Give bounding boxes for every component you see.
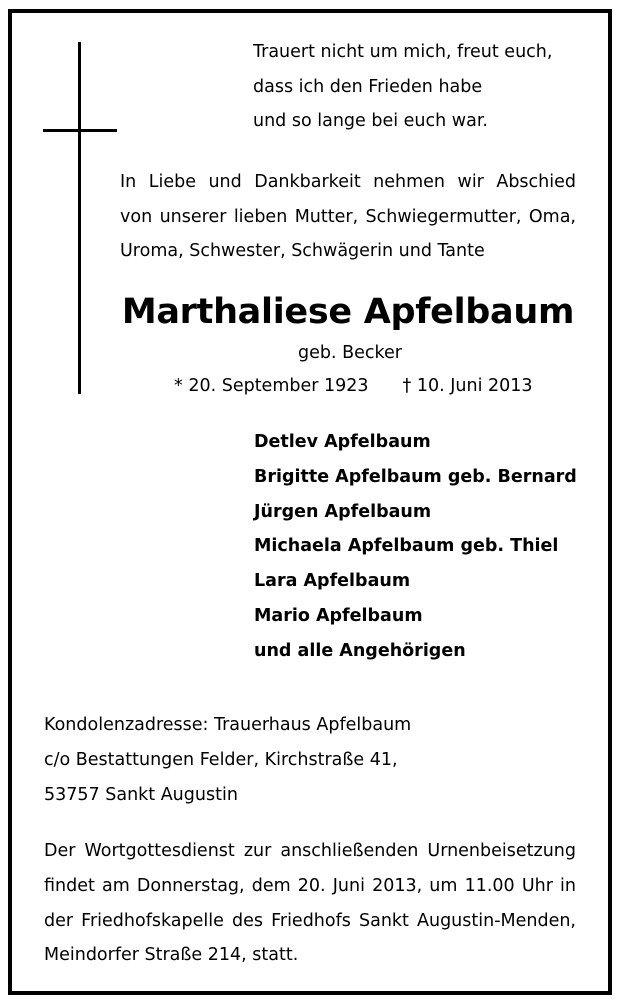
intro-line: Uroma, Schwester, Schwägerin und Tante bbox=[120, 241, 485, 261]
death-date: † 10. Juni 2013 bbox=[402, 376, 533, 396]
maiden-name: geb. Becker bbox=[298, 343, 402, 363]
motto-line: dass ich den Frieden habe bbox=[253, 76, 483, 97]
service-line: der Friedhofskapelle des Friedhofs Sankt Augustin-Menden, bbox=[44, 910, 576, 931]
life-dates bbox=[174, 373, 533, 399]
deceased-name: Marthaliese Apfelbaum bbox=[121, 292, 575, 332]
cross-icon-horizontal bbox=[43, 129, 117, 132]
family-member: Michaela Apfelbaum geb. Thiel bbox=[254, 536, 559, 557]
address-line: c/o Bestattungen Felder, Kirchstraße 41, bbox=[44, 749, 398, 770]
service-line: Der Wortgottesdienst zur anschließenden Urnenbeisetzung bbox=[44, 841, 576, 861]
family-member: Brigitte Apfelbaum geb. Bernard bbox=[254, 466, 577, 487]
service-notice bbox=[44, 834, 576, 973]
motto-line: Trauert nicht um mich, freut euch, bbox=[253, 42, 553, 62]
family-list bbox=[254, 425, 577, 669]
birth-date: * 20. September 1923 bbox=[174, 376, 369, 396]
address-line: 53757 Sankt Augustin bbox=[44, 784, 238, 805]
intro-line: von unserer lieben Mutter, Schwiegermutter, Oma, bbox=[120, 206, 576, 227]
family-member: Detlev Apfelbaum bbox=[254, 432, 431, 452]
family-member: Lara Apfelbaum bbox=[254, 571, 411, 592]
family-member: und alle Angehörigen bbox=[254, 640, 466, 661]
service-line: Meindorfer Straße 214, statt. bbox=[44, 945, 299, 966]
intro-text bbox=[120, 165, 576, 269]
family-member: Mario Apfelbaum bbox=[254, 605, 423, 626]
cross-icon-vertical bbox=[78, 42, 81, 394]
family-member: Jürgen Apfelbaum bbox=[254, 501, 432, 522]
condolence-address bbox=[44, 708, 411, 812]
motto-line: und so lange bei euch war. bbox=[253, 111, 488, 131]
address-line: Kondolenzadresse: Trauerhaus Apfelbaum bbox=[44, 715, 412, 735]
intro-line: In Liebe und Dankbarkeit nehmen wir Abschied bbox=[120, 172, 576, 192]
service-line: findet am Donnerstag, dem 20. Juni 2013, um 11.00 Uhr in bbox=[44, 875, 576, 896]
motto-verse bbox=[253, 35, 552, 139]
